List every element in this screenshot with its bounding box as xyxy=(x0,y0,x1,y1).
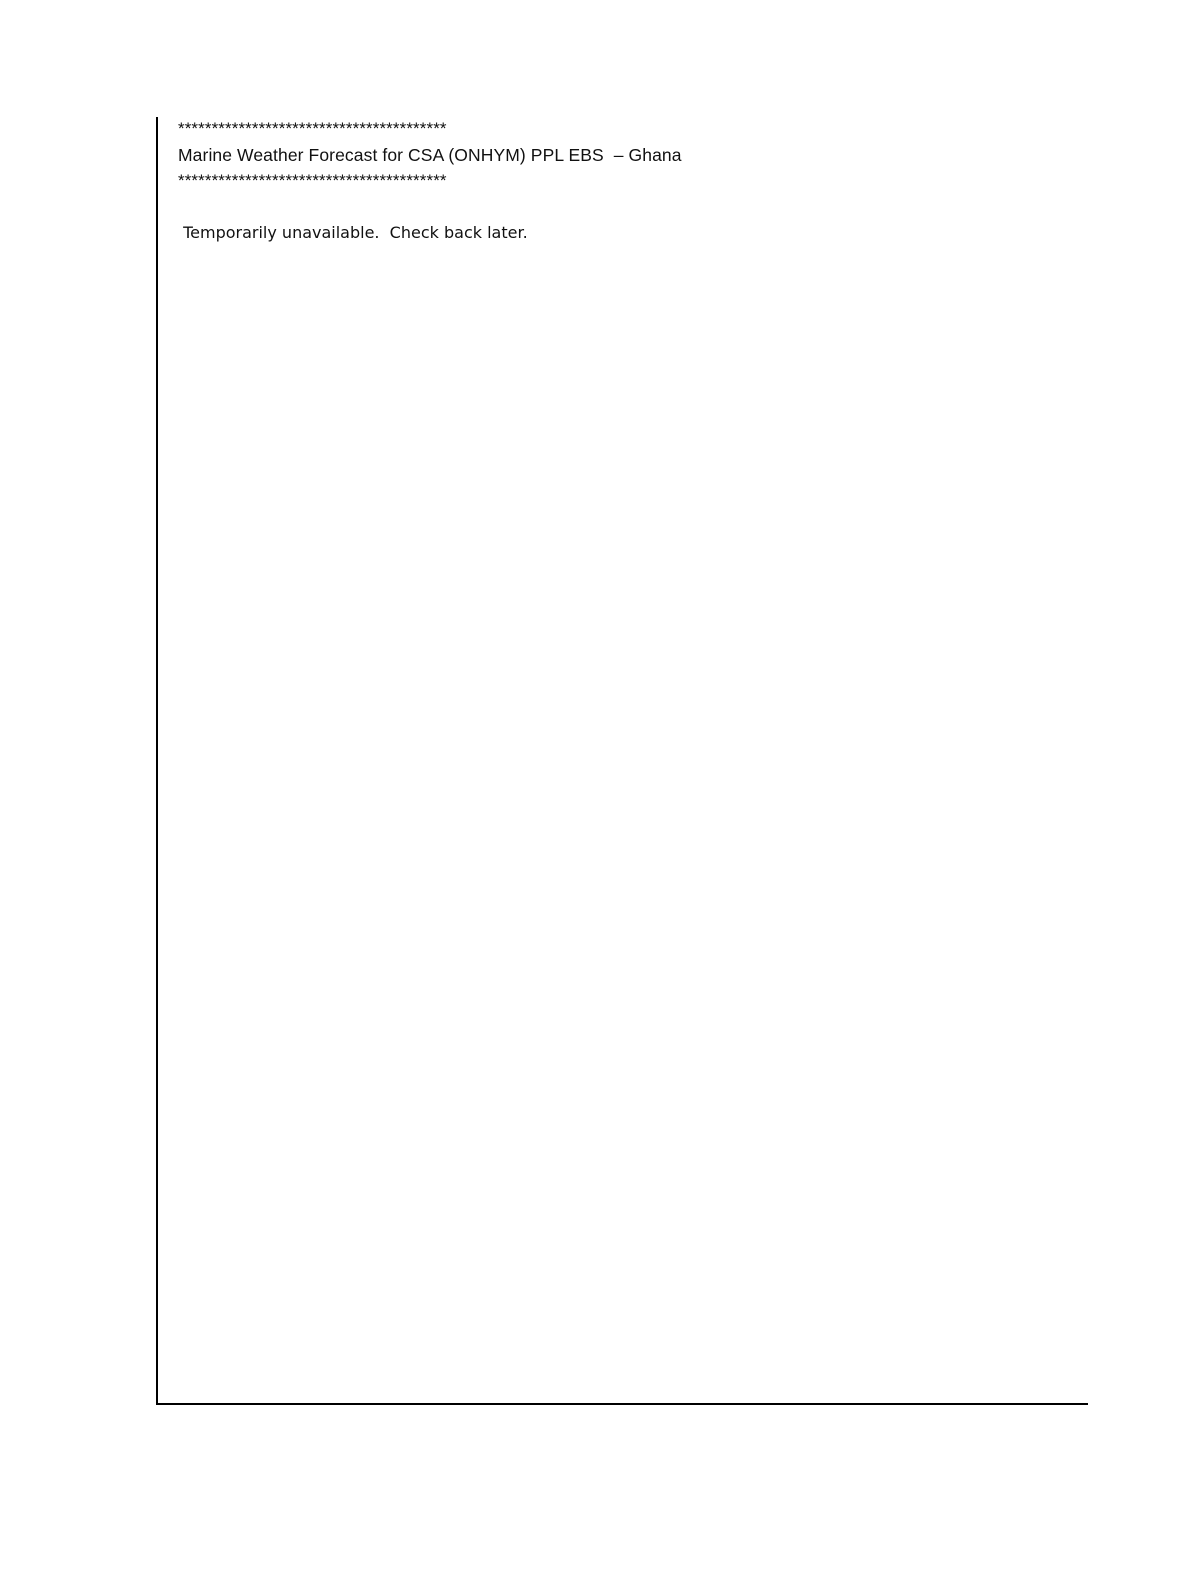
forecast-title: Marine Weather Forecast for CSA (ONHYM) PPL EBS – Ghana xyxy=(178,145,682,165)
forecast-text-block xyxy=(178,116,682,246)
asterisk-divider-bottom: **************************************** xyxy=(178,171,447,190)
asterisk-divider-top: **************************************** xyxy=(178,119,447,138)
page-frame xyxy=(156,117,1088,1405)
status-message: Temporarily unavailable. Check back later. xyxy=(178,223,528,242)
